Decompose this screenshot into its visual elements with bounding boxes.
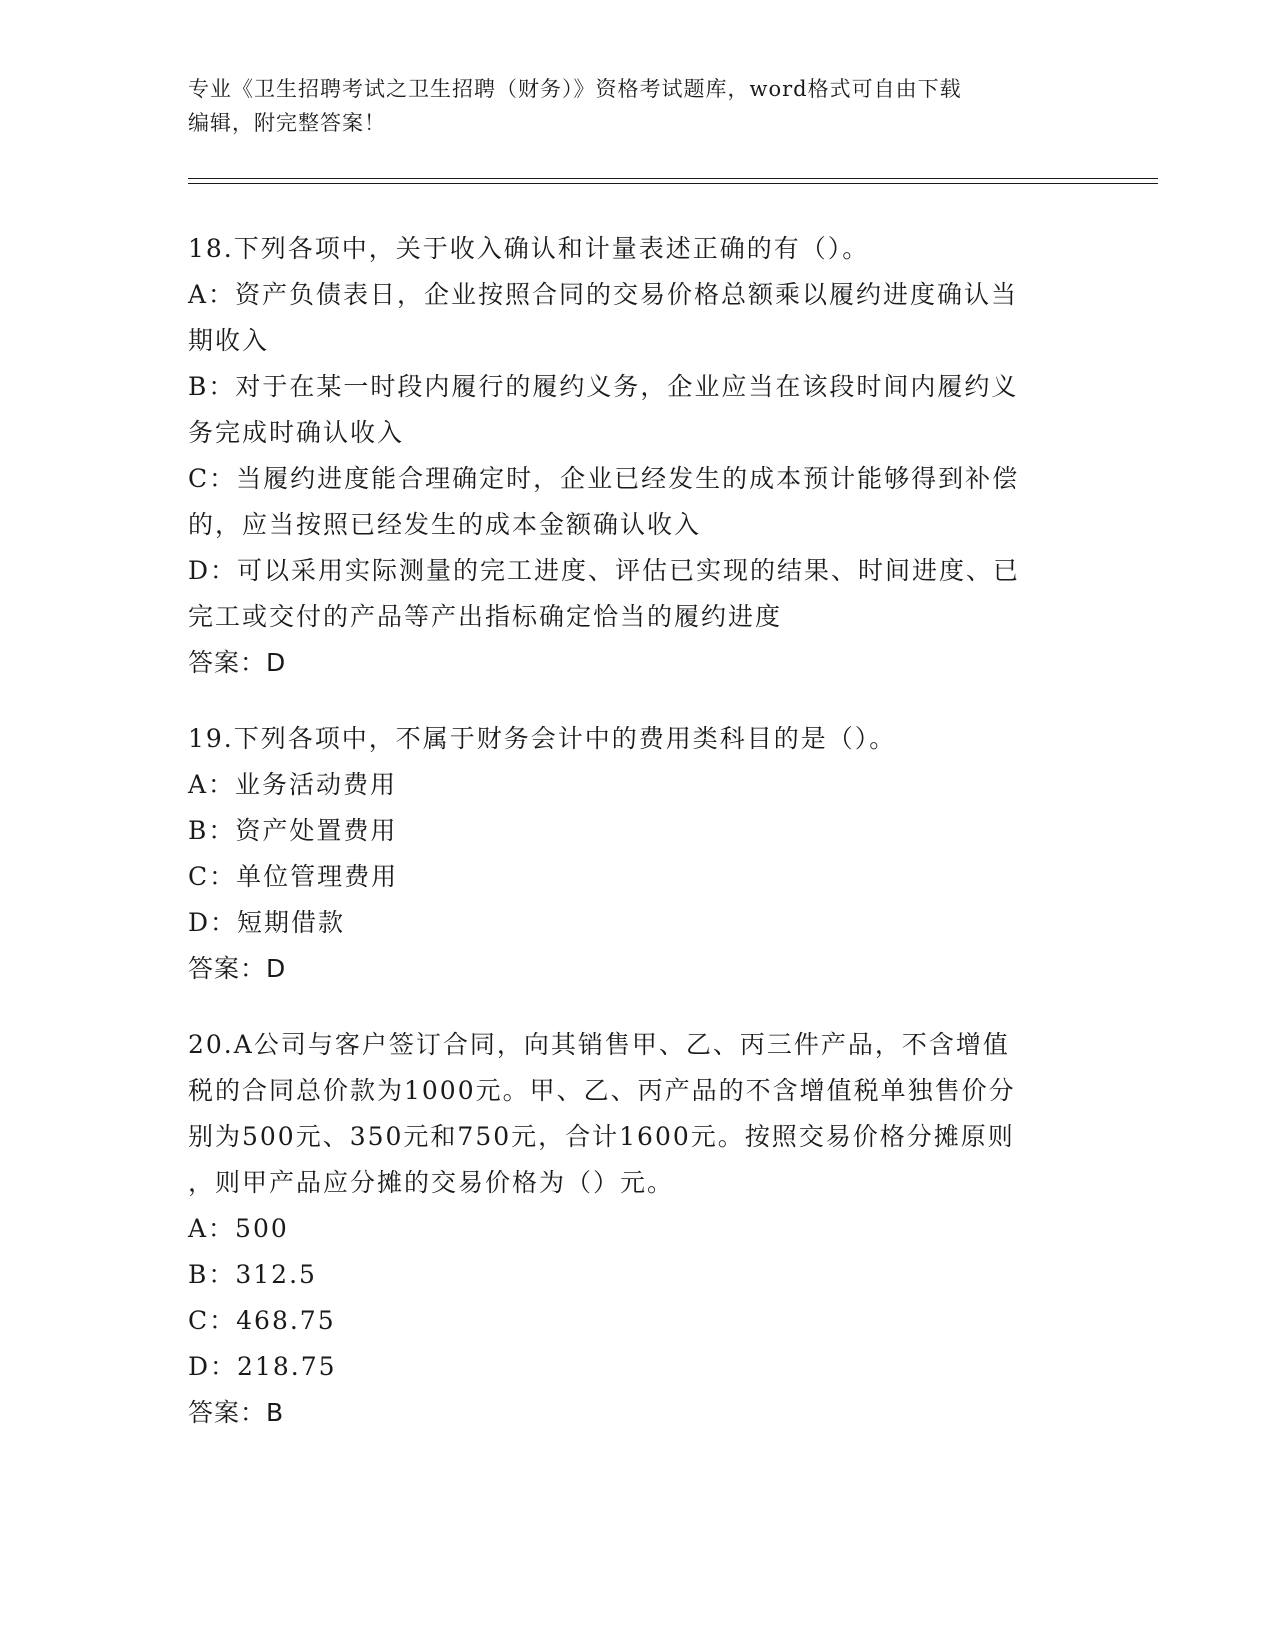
question-19 bbox=[188, 716, 1078, 992]
header-line-1: 专业《卫生招聘考试之卫生招聘（财务）》资格考试题库，word格式可自由下载 bbox=[188, 77, 962, 101]
option-d bbox=[188, 548, 1078, 640]
option-d: D：218.75 bbox=[188, 1352, 337, 1381]
answer-label: 答案：D bbox=[188, 648, 287, 677]
question-stem: 19.下列各项中，不属于财务会计中的费用类科目的是（）。 bbox=[188, 724, 897, 753]
option-text: A：资产负债表日，企业按照合同的交易价格总额乘以履约进度确认当 bbox=[188, 280, 1019, 309]
option-a bbox=[188, 272, 1078, 364]
header-line-2: 编辑，附完整答案！ bbox=[188, 111, 386, 135]
option-b bbox=[188, 364, 1078, 456]
option-a: A：500 bbox=[188, 1214, 289, 1243]
option-b: B：312.5 bbox=[188, 1260, 317, 1289]
option-c: C：468.75 bbox=[188, 1306, 336, 1335]
header-divider-bottom bbox=[188, 183, 1158, 184]
option-d: D：短期借款 bbox=[188, 908, 346, 937]
option-a: A：业务活动费用 bbox=[188, 770, 398, 799]
question-20 bbox=[188, 1022, 1078, 1436]
question-stem-continued: 别为500元、350元和750元，合计1600元。按照交易价格分摊原则 bbox=[188, 1122, 1015, 1151]
question-stem: 18.下列各项中，关于收入确认和计量表述正确的有（）。 bbox=[188, 234, 870, 263]
option-text: D：可以采用实际测量的完工进度、评估已实现的结果、时间进度、已 bbox=[188, 556, 1021, 585]
question-18 bbox=[188, 226, 1078, 686]
question-stem-continued: 税的合同总价款为1000元。甲、乙、丙产品的不含增值税单独售价分 bbox=[188, 1076, 1016, 1105]
option-text-continued: 期收入 bbox=[188, 326, 270, 355]
document-header bbox=[188, 72, 1068, 140]
option-text-continued: 完工或交付的产品等产出指标确定恰当的履约进度 bbox=[188, 602, 783, 631]
option-text: B：对于在某一时段内履行的履约义务，企业应当在该段时间内履约义 bbox=[188, 372, 1019, 401]
option-text-continued: 务完成时确认收入 bbox=[188, 418, 405, 447]
question-stem: 20.A公司与客户签订合同，向其销售甲、乙、丙三件产品，不含增值 bbox=[188, 1030, 1010, 1059]
option-text: C：当履约进度能合理确定时，企业已经发生的成本预计能够得到补偿 bbox=[188, 464, 1020, 493]
question-list bbox=[188, 226, 1078, 1466]
header-divider-top bbox=[188, 178, 1158, 179]
option-text-continued: 的，应当按照已经发生的成本金额确认收入 bbox=[188, 510, 702, 539]
option-c bbox=[188, 456, 1078, 548]
answer-label: 答案：D bbox=[188, 954, 287, 983]
answer-label: 答案：B bbox=[188, 1398, 285, 1427]
option-b: B：资产处置费用 bbox=[188, 816, 398, 845]
question-stem-continued: ，则甲产品应分摊的交易价格为（）元。 bbox=[188, 1168, 675, 1197]
option-c: C：单位管理费用 bbox=[188, 862, 399, 891]
